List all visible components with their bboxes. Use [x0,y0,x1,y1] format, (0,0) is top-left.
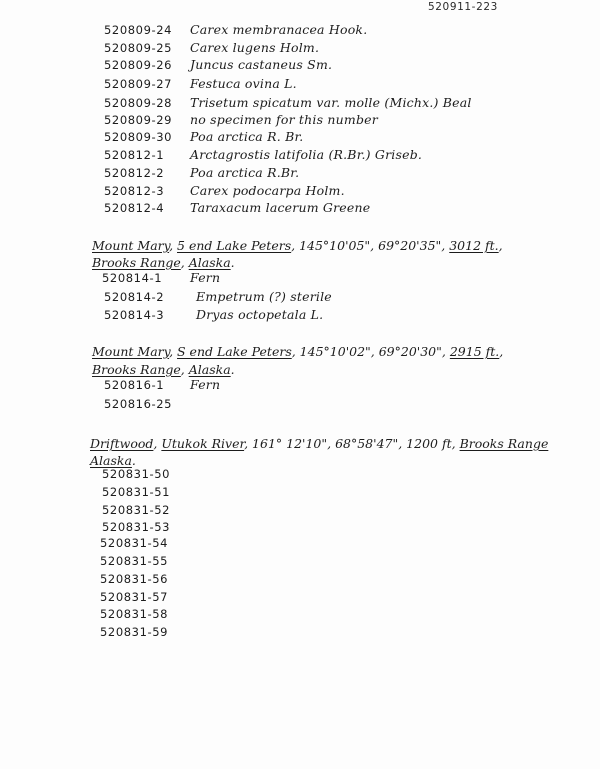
specimen-name: Taraxacum lacerum Greene [190,200,371,215]
specimen-number: 520831-55 [100,554,169,568]
specimen-name: Arctagrostis latifolia (R.Br.) Griseb. [190,147,423,162]
specimen-number: 520809-27 [104,77,173,91]
specimen-number: 520831-58 [100,607,169,621]
locality-heading-region: Brooks Range, Alaska. [92,362,235,377]
locality-name: Mount Mary [92,344,170,359]
locality-detail: S end Lake Peters [177,344,292,359]
coordinates: , 145°10'05", 69°20'35", [291,238,450,253]
specimen-number: 520831-53 [102,520,171,534]
specimen-name: Poa arctica R.Br. [190,165,300,180]
specimen-name: Fern [190,377,221,392]
specimen-number: 520812-3 [104,184,165,198]
elevation: 3012 ft. [449,238,499,253]
specimen-number: 520814-3 [104,308,165,322]
coordinates: , 145°10'02", 69°20'30", [291,344,450,359]
locality-heading-region: Brooks Range, Alaska. [92,255,235,270]
specimen-number: 520809-24 [104,23,173,37]
specimen-number: 520831-59 [100,625,169,639]
locality-heading: Mount Mary, S end Lake Peters, 145°10'02", 69°20'30", 2915 ft., [92,344,504,359]
specimen-number: 520812-2 [104,166,165,180]
specimen-number: 520814-1 [102,271,163,285]
state-name: Alaska [188,362,231,377]
specimen-number: 520812-4 [104,201,165,215]
locality-heading: Mount Mary, 5 end Lake Peters, 145°10'05", 69°20'35", 3012 ft., [92,238,503,253]
specimen-number: 520831-56 [100,572,169,586]
specimen-name: Fern [190,270,221,285]
locality-heading: Driftwood, Utukok River, 161° 12'10", 68°58'47", 1200 ft, Brooks Range [90,436,549,451]
locality-detail: 5 end Lake Peters [177,238,292,253]
specimen-number: 520831-57 [100,590,169,604]
specimen-number: 520809-26 [104,58,173,72]
specimen-name: Carex lugens Holm. [190,40,320,55]
specimen-number: 520816-1 [104,378,165,392]
specimen-name: Dryas octopetala L. [196,307,324,322]
specimen-number: 520831-52 [102,503,171,517]
specimen-number: 520814-2 [104,290,165,304]
specimen-number: 520831-51 [102,485,171,499]
specimen-number: 520812-1 [104,148,165,162]
specimen-number: 520809-25 [104,41,173,55]
page-number: 520911-223 [428,1,498,13]
elevation: 2915 ft. [449,344,500,359]
specimen-number: 520831-50 [102,467,171,481]
specimen-number: 520831-54 [100,536,169,550]
specimen-number: 520809-29 [104,113,173,127]
locality-heading-region: Alaska. [90,453,136,468]
specimen-name: Empetrum (?) sterile [196,289,332,304]
range-name: Brooks Range [92,362,181,377]
locality-detail: Utukok River [161,436,245,451]
specimen-name: no specimen for this number [190,112,378,127]
range-name: Brooks Range [459,436,549,451]
specimen-name: Carex membranacea Hook. [190,22,368,37]
specimen-name: Festuca ovina L. [190,76,297,91]
state-name: Alaska [188,255,231,270]
specimen-name: Trisetum spicatum var. molle (Michx.) Beal [190,95,472,110]
range-name: Brooks Range [92,255,181,270]
specimen-name: Carex podocarpa Holm. [190,183,345,198]
state-name: Alaska [90,453,132,468]
specimen-name: Poa arctica R. Br. [190,129,304,144]
locality-name: Driftwood [90,436,154,451]
specimen-number: 520809-30 [104,130,173,144]
locality-name: Mount Mary [92,238,170,253]
specimen-number: 520816-25 [104,397,173,411]
coordinates: , 161° 12'10", 68°58'47", 1200 ft, [244,436,460,451]
specimen-name: Juncus castaneus Sm. [190,57,333,72]
specimen-number: 520809-28 [104,96,173,110]
